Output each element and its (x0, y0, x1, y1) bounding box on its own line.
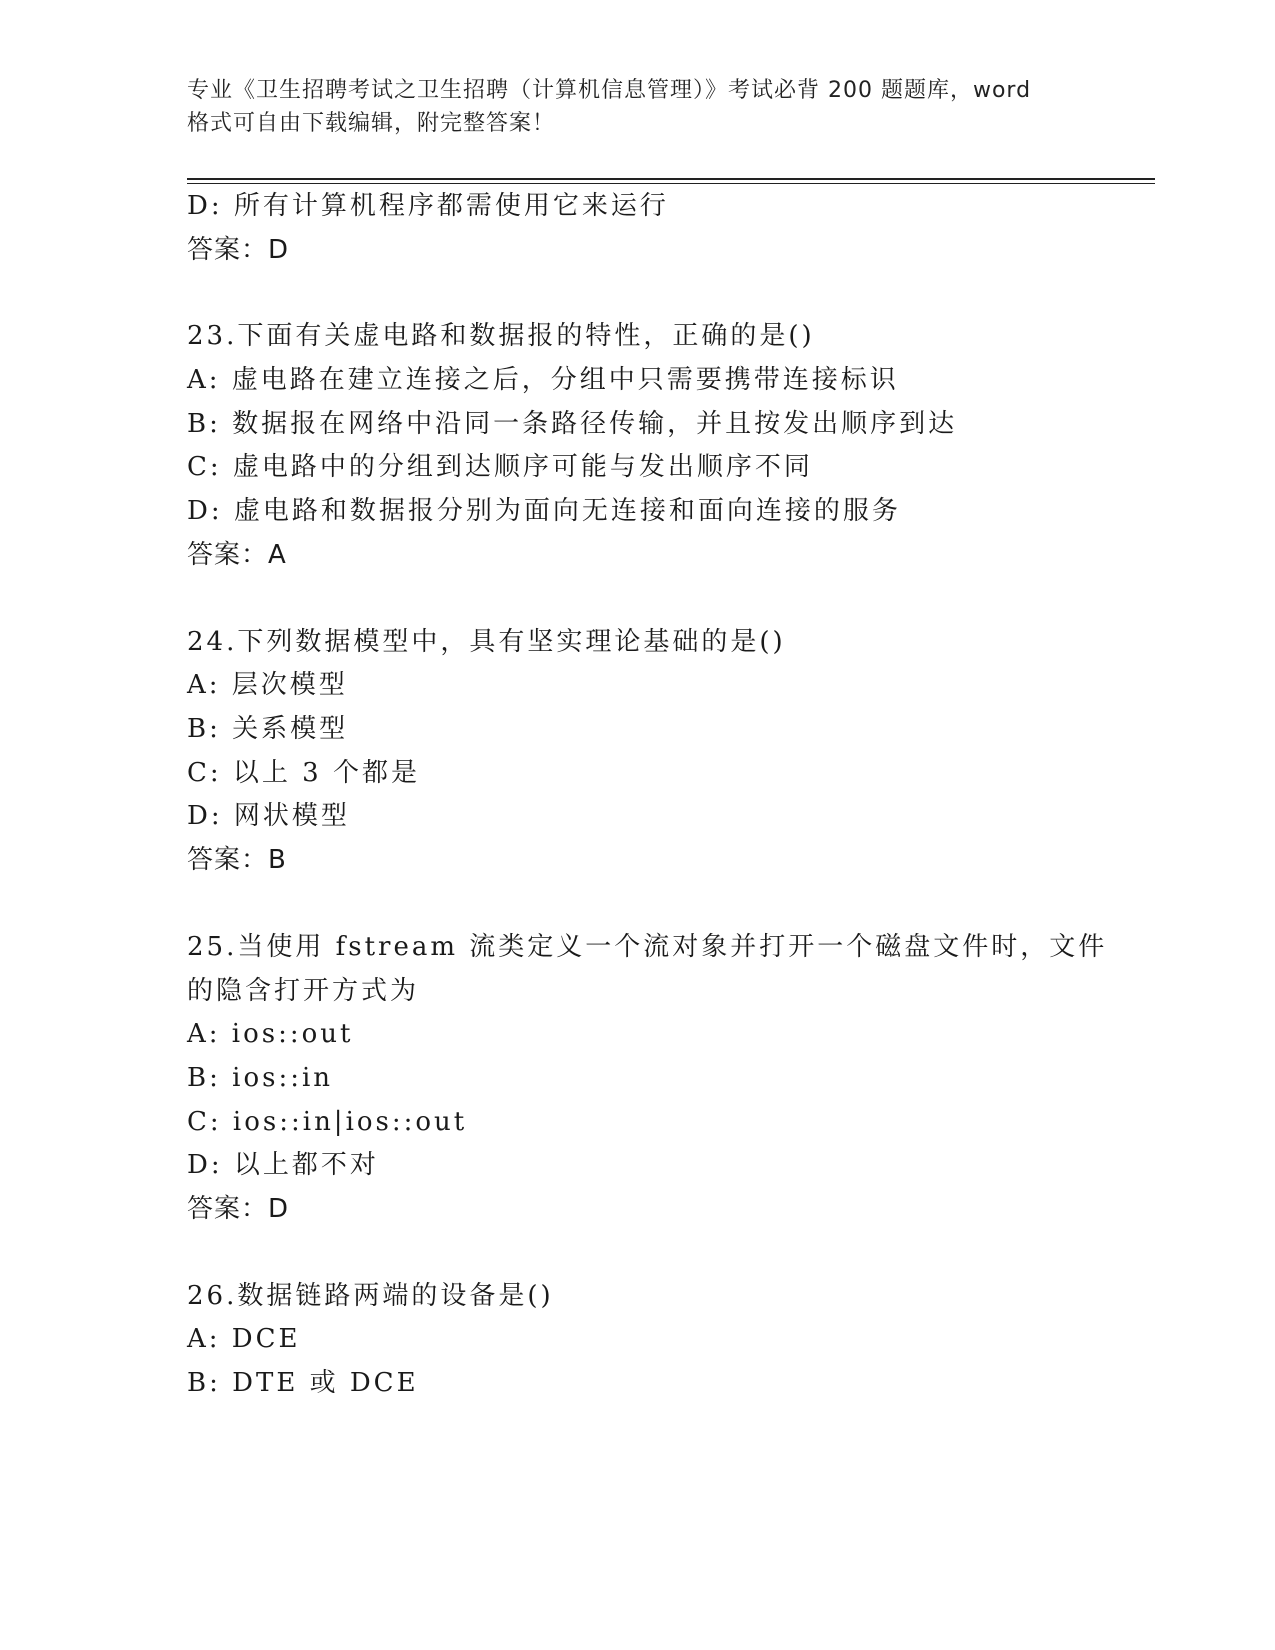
header-divider-thick (187, 178, 1155, 180)
question-25-stem-line-2: 的隐含打开方式为 (187, 976, 420, 1006)
question-23-option-b: B: 数据报在网络中沿同一条路径传输，并且按发出顺序到达 (187, 409, 958, 439)
prev-answer: 答案：D (187, 235, 290, 265)
question-23-option-c: C: 虚电路中的分组到达顺序可能与发出顺序不同 (187, 452, 813, 482)
document-header (187, 74, 1087, 140)
question-24-option-a: A: 层次模型 (187, 670, 348, 700)
question-26-option-a: A: DCE (187, 1324, 301, 1354)
question-24-option-b: B: 关系模型 (187, 714, 349, 744)
question-25-answer: 答案：D (187, 1194, 290, 1224)
question-24-stem: 24.下列数据模型中，具有坚实理论基础的是() (187, 627, 786, 657)
question-25-option-c: C: ios::in|ios::out (187, 1107, 468, 1137)
question-26-option-b: B: DTE 或 DCE (187, 1368, 419, 1398)
question-23-answer: 答案：A (187, 540, 287, 570)
prev-option-d: D: 所有计算机程序都需使用它来运行 (187, 191, 669, 221)
question-25-option-a: A: ios::out (187, 1019, 354, 1049)
header-line-2: 格式可自由下载编辑，附完整答案！ (187, 111, 556, 136)
question-23-stem: 23.下面有关虚电路和数据报的特性，正确的是() (187, 321, 815, 351)
question-25-option-d: D: 以上都不对 (187, 1150, 379, 1180)
question-23-option-a: A: 虚电路在建立连接之后，分组中只需要携带连接标识 (187, 365, 899, 395)
question-25-option-b: B: ios::in (187, 1063, 334, 1093)
header-line-1: 专业《卫生招聘考试之卫生招聘（计算机信息管理）》考试必背 200 题题库，word (187, 78, 1032, 103)
question-24-answer: 答案：B (187, 845, 287, 875)
question-24-option-c: C: 以上 3 个都是 (187, 758, 420, 788)
question-25-stem-line-1: 25.当使用 fstream 流类定义一个流对象并打开一个磁盘文件时，文件 (187, 932, 1108, 962)
question-26-stem: 26.数据链路两端的设备是() (187, 1281, 554, 1311)
question-24-option-d: D: 网状模型 (187, 801, 350, 831)
question-23-option-d: D: 虚电路和数据报分别为面向无连接和面向连接的服务 (187, 496, 901, 526)
header-divider-thin (187, 183, 1155, 184)
